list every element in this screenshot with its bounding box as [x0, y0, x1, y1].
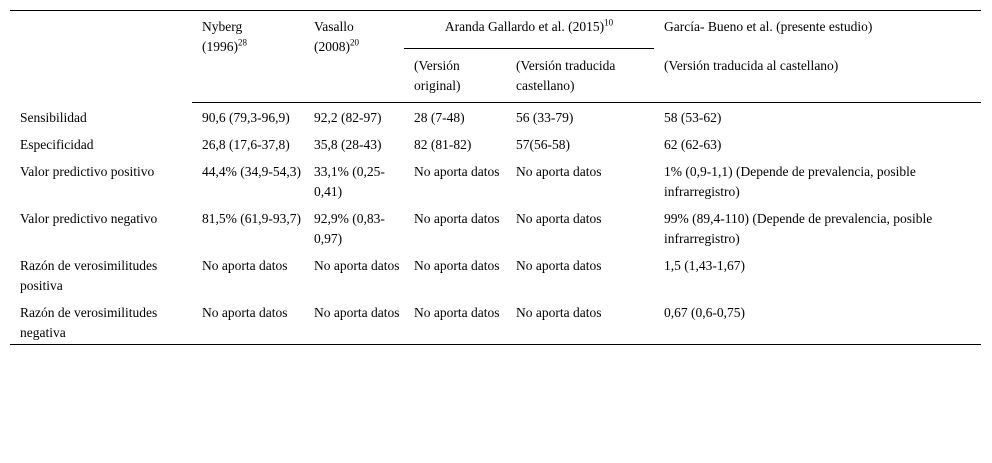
header-empty-cell — [10, 11, 192, 103]
cell-aranda-traducida: No aporta datos — [516, 258, 602, 273]
cell-aranda-traducida: 57(56-58) — [516, 137, 570, 152]
header-vasallo-year: (2008) — [314, 39, 350, 54]
header-garcia — [654, 11, 981, 49]
cell-aranda-traducida: No aporta datos — [516, 211, 602, 226]
row-label: Especificidad — [20, 137, 94, 152]
cell-nyberg: 44,4% (34,9-54,3) — [202, 164, 301, 179]
cell-garcia: 1% (0,9-1,1) (Depende de prevalencia, posible infrarregistro) — [664, 164, 916, 199]
table-row — [10, 157, 981, 204]
table-row — [10, 251, 981, 298]
header-garcia-name: García- Bueno et al. (presente estudio) — [664, 19, 873, 34]
cell-garcia: 62 (62-63) — [664, 137, 722, 152]
cell-vasallo: No aporta datos — [304, 298, 404, 345]
row-label: Razón de verosimilitudes negativa — [10, 298, 192, 345]
cell-vasallo: 33,1% (0,25-0,41) — [314, 164, 385, 199]
cell-aranda-original: 28 (7-48) — [414, 110, 465, 125]
cell-aranda-traducida: No aporta datos — [506, 298, 654, 345]
cell-aranda-traducida: 56 (33-79) — [516, 110, 574, 125]
cell-aranda-traducida: No aporta datos — [516, 164, 602, 179]
table-row — [10, 103, 981, 131]
cell-nyberg: 81,5% (61,9-93,7) — [202, 211, 301, 226]
cell-aranda-original: 82 (81-82) — [414, 137, 472, 152]
cell-aranda-original: No aporta datos — [414, 258, 500, 273]
header-aranda-ref: 10 — [604, 17, 614, 28]
cell-vasallo: 35,8 (28-43) — [314, 137, 382, 152]
header-nyberg-name: Nyberg — [202, 19, 243, 34]
cell-vasallo: 92,2 (82-97) — [314, 110, 382, 125]
cell-nyberg: 90,6 (79,3-96,9) — [202, 110, 290, 125]
header-nyberg-year: (1996) — [202, 39, 238, 54]
cell-vasallo: No aporta datos — [314, 258, 400, 273]
cell-garcia: 1,5 (1,43-1,67) — [664, 258, 745, 273]
cell-garcia: 58 (53-62) — [664, 110, 722, 125]
row-label: Razón de verosimilitudes positiva — [20, 258, 158, 293]
cell-nyberg: No aporta datos — [202, 258, 288, 273]
cell-garcia: 0,67 (0,6-0,75) — [654, 298, 981, 345]
cell-nyberg: 26,8 (17,6-37,8) — [202, 137, 290, 152]
header-aranda-traducida: (Versión traducida castellano) — [506, 49, 654, 103]
header-nyberg — [192, 11, 304, 103]
header-aranda-name: Aranda Gallardo et al. (2015) — [444, 19, 605, 34]
header-aranda-original: (Versión original) — [404, 49, 506, 103]
header-aranda — [404, 11, 654, 49]
table-row — [10, 130, 981, 157]
comparison-table — [10, 10, 981, 345]
cell-aranda-original: No aporta datos — [414, 211, 500, 226]
cell-aranda-original: No aporta datos — [404, 298, 506, 345]
header-row-1 — [10, 11, 981, 49]
cell-garcia: 99% (89,4-110) (Depende de prevalencia, posible infrarregistro) — [664, 211, 933, 246]
header-vasallo-ref: 20 — [350, 37, 359, 48]
row-label: Valor predictivo negativo — [20, 211, 158, 226]
table-row — [10, 204, 981, 251]
header-vasallo — [304, 11, 404, 103]
row-label: Sensibilidad — [20, 109, 87, 125]
table-row — [10, 298, 981, 345]
header-vasallo-name: Vasallo — [314, 19, 354, 34]
cell-nyberg: No aporta datos — [192, 298, 304, 345]
row-label: Valor predictivo positivo — [20, 164, 155, 179]
cell-vasallo: 92,9% (0,83-0,97) — [314, 211, 385, 246]
cell-aranda-original: No aporta datos — [414, 164, 500, 179]
header-garcia-traducida: (Versión traducida al castellano) — [654, 49, 981, 103]
header-nyberg-ref: 28 — [238, 37, 247, 48]
